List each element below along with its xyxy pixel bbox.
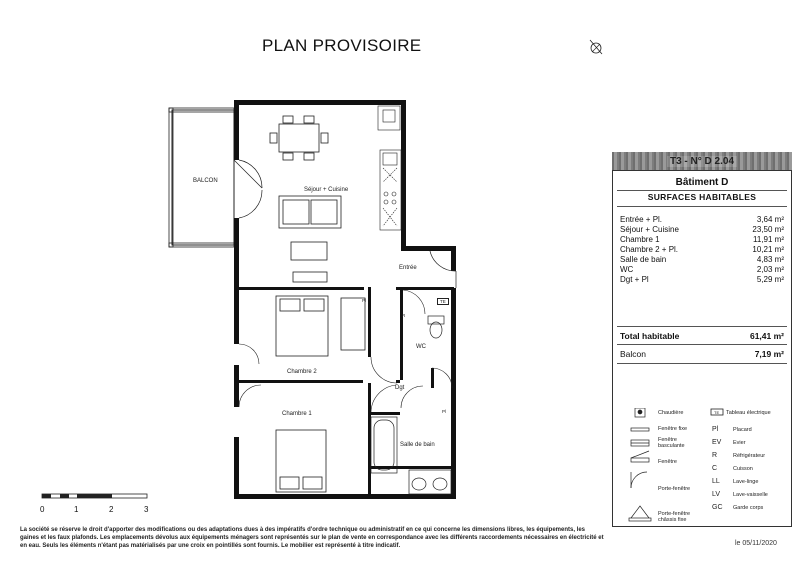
legend-chaudiere: Chaudière <box>658 410 684 416</box>
page-title: PLAN PROVISOIRE <box>262 36 422 55</box>
divider <box>617 190 787 191</box>
surface-row: Chambre 1 11,91 m² <box>620 235 784 244</box>
surface-row: Salle de bain 4,83 m² <box>620 255 784 264</box>
code-pl: Pl <box>362 298 367 303</box>
legend-code-label: Lave-linge <box>733 479 759 485</box>
legend-code: GC <box>712 504 723 511</box>
room-label-chambre-1: Chambre 1 <box>282 411 312 417</box>
legend-code-label: Cuisson <box>733 466 753 472</box>
room-label-entree: Entrée <box>399 265 417 271</box>
info-panel <box>612 152 792 527</box>
scale-label: 2 <box>109 505 114 514</box>
surface-row: Entrée + Pl. 3,64 m² <box>620 215 784 224</box>
plan-date: le 05/11/2020 <box>735 540 777 547</box>
surface-row: Dgt + Pl 5,29 m² <box>620 275 784 284</box>
legend-symbols <box>613 408 791 526</box>
legend-code: R <box>712 452 718 459</box>
legend-tableau: Tableau électrique <box>726 410 771 416</box>
kitchen <box>378 106 401 230</box>
dining-table <box>270 116 328 160</box>
surface-row: Séjour + Cuisine 23,50 m² <box>620 225 784 234</box>
legend-code: EV <box>712 439 722 446</box>
room-label-balcon: BALCON <box>193 178 218 184</box>
scale-label: 3 <box>144 505 149 514</box>
legend-code: LV <box>712 491 721 498</box>
surfaces-list <box>620 215 784 285</box>
legend-code-label: Lave-vaisselle <box>733 492 768 498</box>
sofa <box>279 196 341 228</box>
code-pl-2: Pl <box>442 409 447 414</box>
scale-label: 1 <box>74 505 79 514</box>
scale-bar <box>42 494 147 498</box>
legend <box>613 408 791 526</box>
surfaces-title: SURFACES HABITABLES <box>647 192 757 202</box>
divider <box>617 206 787 207</box>
exterior-walls <box>234 100 456 499</box>
legend-fenetre: Fenêtre <box>658 459 677 465</box>
room-label-chambre-2: Chambre 2 <box>287 369 317 375</box>
legend-code: Pl <box>712 426 719 433</box>
legend-te-code: TE <box>714 410 720 415</box>
divider <box>617 326 787 327</box>
legend-porte-fenetre: Porte-fenêtre <box>658 486 691 492</box>
scale-label: 0 <box>40 505 45 514</box>
interior-walls <box>239 287 456 494</box>
legend-fenetre-fixe: Fenêtre fixe <box>658 426 688 432</box>
code-r: R <box>402 313 406 318</box>
room-label-wc: WC <box>416 344 426 350</box>
room-label-sejour: Séjour + Cuisine <box>304 187 349 193</box>
divider <box>617 344 787 345</box>
code-te: TE <box>437 298 449 305</box>
divider <box>617 363 787 364</box>
room-label-salle-de-bain: Salle de bain <box>400 442 435 448</box>
legend-fenetre-basculante: Fenêtre basculante <box>658 437 685 449</box>
legend-porte-fenetre-chassis: Porte-fenêtre châssis fixe <box>658 511 691 523</box>
legend-code-label: Garde corps <box>733 505 764 511</box>
balcon-row: Balcon 7,19 m² <box>620 349 784 359</box>
legend-code-label: Placard <box>733 427 752 433</box>
surface-row: WC 2,03 m² <box>620 265 784 274</box>
building-name: Bâtiment D <box>675 177 729 188</box>
legend-code: C <box>712 465 718 472</box>
total-row: Total habitable 61,41 m² <box>620 331 784 341</box>
legend-code: LL <box>712 478 720 485</box>
panel-header <box>612 152 792 170</box>
room-label-dgt: Dgt <box>395 385 405 391</box>
panel-frame <box>612 170 792 527</box>
bed-chambre-2 <box>276 296 365 356</box>
legend-code-label: Réfrigérateur <box>733 453 766 459</box>
legend-code-label: Evier <box>733 440 746 446</box>
bed-chambre-1 <box>276 430 326 492</box>
door-swings <box>239 290 452 412</box>
surface-row: Chambre 2 + Pl. 10,21 m² <box>620 245 784 254</box>
lot-number: T3 - N° D 2.04 <box>667 156 737 167</box>
balcony-door <box>234 160 262 218</box>
disclaimer-text: La société se réserve le droit d'apporter des modifications ou des adaptations dues à des impératifs d'ordre technique ou administratif en ce qui concerne les dimensions libres, les équipements, les gaines et les faux plafonds. Les emplacements dévolus aux équipements ménagers sont représentés sur le plan de vente en correspondance avec les différents raccordements nécessaires en électricité et en eau. Seuls les éléments n'étant pas matérialisés par une croix en pointillés sont fournis. Le mobilier est représenté à titre indicatif. <box>20 527 604 549</box>
